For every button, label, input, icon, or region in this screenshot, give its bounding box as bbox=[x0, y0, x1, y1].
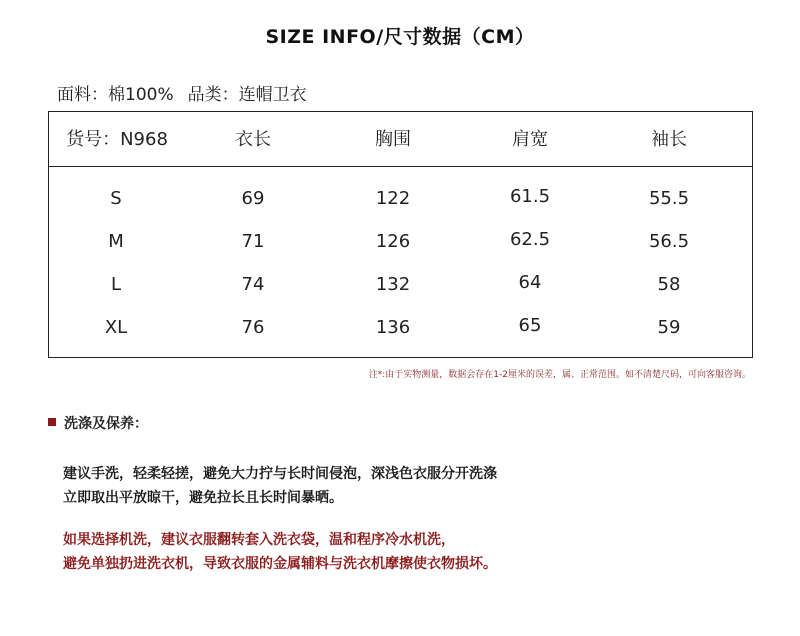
size-table bbox=[48, 111, 753, 358]
sleeve-cell: 55.5 bbox=[648, 188, 690, 209]
measurement-note: 注*:由于实物测量，数据会存在1-2厘米的误差，属、正常范围。如不清楚尺码，可向客服咨询。 bbox=[368, 370, 751, 380]
length-cell: 74 bbox=[241, 274, 265, 295]
shoulder-cell: 64 bbox=[518, 272, 542, 293]
header-chest: 胸围 bbox=[375, 129, 411, 150]
chest-cell: 126 bbox=[375, 231, 411, 252]
length-cell: 69 bbox=[241, 188, 265, 209]
chest-cell: 136 bbox=[375, 317, 411, 338]
shoulder-cell: 61.5 bbox=[509, 186, 551, 207]
instruction-line: 建议手洗，轻柔轻搓，避免大力拧与长时间侵泡，深浅色衣服分开洗涤 bbox=[63, 466, 497, 482]
sleeve-cell: 56.5 bbox=[648, 231, 690, 252]
header-shoulder: 肩宽 bbox=[512, 129, 548, 150]
size-cell: L bbox=[110, 274, 122, 295]
machine-wash-instructions bbox=[63, 528, 497, 576]
length-cell: 71 bbox=[241, 231, 265, 252]
header-length: 衣长 bbox=[235, 129, 271, 150]
square-bullet-icon bbox=[48, 418, 56, 426]
header-item-number: 货号：N968 bbox=[66, 129, 168, 150]
instruction-line: 避免单独扔进洗衣机，导致衣服的金属辅料与洗衣机摩擦使衣物损坏。 bbox=[63, 556, 497, 572]
care-heading bbox=[48, 413, 148, 433]
sleeve-cell: 59 bbox=[657, 317, 681, 338]
header-divider bbox=[49, 166, 752, 167]
shoulder-cell: 65 bbox=[518, 315, 542, 336]
chest-cell: 132 bbox=[375, 274, 411, 295]
category-text: 品类：连帽卫衣 bbox=[187, 85, 307, 105]
care-heading-text: 洗涤及保养： bbox=[64, 416, 148, 432]
size-cell: S bbox=[110, 188, 122, 209]
instruction-line: 立即取出平放晾干，避免拉长且长时间暴晒。 bbox=[63, 490, 343, 506]
shoulder-cell: 62.5 bbox=[509, 229, 551, 250]
material-text: 面料：棉100% bbox=[57, 85, 174, 105]
length-cell: 76 bbox=[241, 317, 265, 338]
page-title: SIZE INFO/尺寸数据（CM） bbox=[265, 26, 535, 48]
hand-wash-instructions bbox=[63, 462, 497, 510]
instruction-line: 如果选择机洗，建议衣服翻转套入洗衣袋，温和程序冷水机洗， bbox=[63, 532, 455, 548]
product-meta bbox=[57, 80, 307, 105]
chest-cell: 122 bbox=[375, 188, 411, 209]
size-cell: XL bbox=[104, 317, 128, 338]
sleeve-cell: 58 bbox=[657, 274, 681, 295]
header-sleeve: 袖长 bbox=[651, 129, 687, 150]
size-cell: M bbox=[108, 231, 124, 252]
